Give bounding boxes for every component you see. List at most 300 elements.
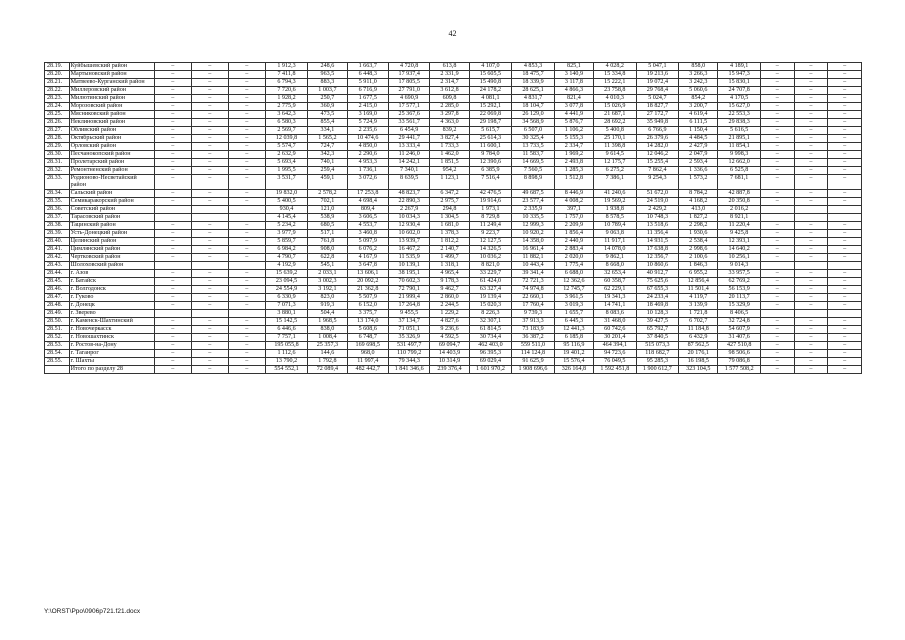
- value-cell: 14 326,5: [469, 246, 512, 254]
- value-cell: –: [828, 294, 862, 302]
- value-cell: –: [794, 326, 828, 334]
- value-cell: –: [228, 167, 265, 175]
- value-cell: 15 639,2: [265, 270, 308, 278]
- value-cell: –: [794, 278, 828, 286]
- value-cell: –: [794, 71, 828, 79]
- table-row: [45, 175, 862, 190]
- municipality-name: Мясниковский район: [69, 111, 154, 119]
- value-cell: 2 775,9: [265, 103, 308, 111]
- value-cell: –: [760, 246, 794, 254]
- value-cell: –: [760, 326, 794, 334]
- value-cell: 25 614,3: [469, 135, 512, 143]
- value-cell: –: [191, 167, 228, 175]
- value-cell: 559 511,0: [512, 342, 555, 350]
- value-cell: 259,4: [308, 167, 347, 175]
- value-cell: 9 862,1: [594, 254, 637, 262]
- table-row: [45, 326, 862, 334]
- value-cell: 1 900 612,7: [636, 366, 679, 374]
- value-cell: –: [760, 151, 794, 159]
- value-cell: 20 113,7: [718, 294, 761, 302]
- value-cell: 3 072,6: [347, 175, 388, 190]
- value-cell: –: [228, 326, 265, 334]
- value-cell: 18 104,7: [512, 103, 555, 111]
- value-cell: 334,1: [308, 127, 347, 135]
- value-cell: –: [154, 350, 191, 358]
- table-row: [45, 159, 862, 167]
- value-cell: 61 424,0: [469, 278, 512, 286]
- value-cell: 25 357,3: [308, 342, 347, 350]
- value-cell: 9 425,8: [718, 230, 761, 238]
- value-cell: 5 911,0: [347, 79, 388, 87]
- value-cell: 67 655,3: [636, 286, 679, 294]
- value-cell: 29 198,7: [469, 119, 512, 127]
- municipality-name: Морозовский район: [69, 103, 154, 111]
- value-cell: 6 955,2: [679, 270, 718, 278]
- value-cell: 37 913,3: [512, 318, 555, 326]
- value-cell: –: [228, 175, 265, 190]
- value-cell: –: [794, 127, 828, 135]
- value-cell: 95 116,9: [554, 342, 593, 350]
- value-cell: 7 560,5: [512, 167, 555, 175]
- value-cell: 7 340,1: [388, 167, 429, 175]
- value-cell: –: [794, 318, 828, 326]
- value-cell: 22 660,1: [512, 294, 555, 302]
- value-cell: 5 507,9: [347, 294, 388, 302]
- value-cell: 69 029,4: [469, 358, 512, 366]
- value-cell: [794, 310, 828, 318]
- value-cell: –: [191, 326, 228, 334]
- value-cell: –: [760, 79, 794, 87]
- value-cell: –: [794, 167, 828, 175]
- value-cell: 2 331,9: [430, 71, 469, 79]
- value-cell: –: [760, 103, 794, 111]
- value-cell: 15 334,8: [594, 71, 637, 79]
- value-cell: 2 290,6: [347, 151, 388, 159]
- value-cell: 883,3: [308, 79, 347, 87]
- value-cell: 36 387,2: [512, 334, 555, 342]
- value-cell: 63 327,4: [469, 286, 512, 294]
- value-cell: –: [828, 167, 862, 175]
- value-cell: 342,3: [308, 151, 347, 159]
- municipality-name: г. Донецк: [69, 302, 154, 310]
- value-cell: –: [191, 79, 228, 87]
- value-cell: 10 474,6: [347, 135, 388, 143]
- table-row: [45, 334, 862, 342]
- value-cell: 2 033,1: [308, 270, 347, 278]
- value-cell: –: [228, 127, 265, 135]
- value-cell: 11 600,1: [469, 143, 512, 151]
- value-cell: 8 406,5: [718, 310, 761, 318]
- value-cell: 464 394,1: [594, 342, 637, 350]
- value-cell: 14 640,2: [718, 246, 761, 254]
- value-cell: 1 592 451,8: [594, 366, 637, 374]
- row-number: 28.54.: [45, 350, 70, 358]
- value-cell: 9 236,6: [430, 326, 469, 334]
- value-cell: 2 020,0: [554, 254, 593, 262]
- value-cell: [828, 310, 862, 318]
- value-cell: 5 616,5: [718, 127, 761, 135]
- value-cell: 4 850,0: [347, 143, 388, 151]
- value-cell: –: [760, 318, 794, 326]
- municipality-name: г. Каменск-Шахтинский: [69, 318, 154, 326]
- value-cell: 6 525,8: [718, 167, 761, 175]
- value-cell: 14 669,5: [512, 159, 555, 167]
- value-cell: 10 920,2: [512, 230, 555, 238]
- value-cell: 37 134,7: [388, 318, 429, 326]
- value-cell: [760, 206, 794, 214]
- value-cell: –: [154, 87, 191, 95]
- value-cell: –: [191, 159, 228, 167]
- value-cell: 3 375,7: [347, 310, 388, 318]
- value-cell: [154, 214, 191, 222]
- table-row: [45, 135, 862, 143]
- value-cell: 1 008,4: [308, 334, 347, 342]
- value-cell: 10 034,3: [388, 214, 429, 222]
- value-cell: 6 766,9: [636, 127, 679, 135]
- value-cell: 622,8: [308, 254, 347, 262]
- municipality-name: Песчанокопский район: [69, 151, 154, 159]
- value-cell: 62 769,2: [718, 278, 761, 286]
- row-number: [45, 366, 70, 374]
- value-cell: 4 189,1: [718, 63, 761, 71]
- value-cell: –: [794, 294, 828, 302]
- value-cell: 8 668,0: [594, 262, 637, 270]
- value-cell: 20 350,8: [718, 198, 761, 206]
- value-cell: 2 860,0: [430, 294, 469, 302]
- value-cell: 554 552,1: [265, 366, 308, 374]
- value-cell: –: [794, 63, 828, 71]
- row-number: 28.47.: [45, 294, 70, 302]
- value-cell: 1 318,1: [430, 262, 469, 270]
- value-cell: 21 895,1: [718, 135, 761, 143]
- value-cell: 1 938,8: [594, 206, 637, 214]
- value-cell: 1 378,3: [430, 230, 469, 238]
- value-cell: –: [760, 95, 794, 103]
- value-cell: –: [154, 103, 191, 111]
- value-cell: 13 606,1: [347, 270, 388, 278]
- row-number: 28.48.: [45, 302, 70, 310]
- value-cell: 613,8: [430, 63, 469, 71]
- value-cell: 11 501,4: [679, 286, 718, 294]
- row-number: 28.45.: [45, 278, 70, 286]
- value-cell: 3 612,8: [430, 87, 469, 95]
- value-cell: 5 574,7: [265, 143, 308, 151]
- value-cell: –: [828, 350, 862, 358]
- value-cell: –: [154, 270, 191, 278]
- value-cell: 838,0: [308, 326, 347, 334]
- value-cell: –: [794, 190, 828, 198]
- value-cell: 360,9: [308, 103, 347, 111]
- value-cell: 23 758,8: [594, 87, 637, 95]
- value-cell: 1 928,2: [265, 95, 308, 103]
- value-cell: –: [191, 103, 228, 111]
- value-cell: 1 681,0: [430, 222, 469, 230]
- value-cell: 19 914,6: [469, 198, 512, 206]
- value-cell: 11 535,9: [388, 254, 429, 262]
- value-cell: 1 733,3: [430, 143, 469, 151]
- value-cell: –: [154, 294, 191, 302]
- value-cell: 854,2: [679, 95, 718, 103]
- value-cell: 23 577,4: [512, 198, 555, 206]
- value-cell: –: [828, 79, 862, 87]
- value-cell: 12 856,4: [679, 278, 718, 286]
- value-cell: –: [828, 151, 862, 159]
- value-cell: 13 333,4: [388, 143, 429, 151]
- value-cell: –: [191, 71, 228, 79]
- value-cell: –: [794, 151, 828, 159]
- value-cell: 114 124,8: [512, 350, 555, 358]
- value-cell: 76 049,5: [594, 358, 637, 366]
- municipality-name: г. Зверево: [69, 310, 154, 318]
- value-cell: –: [191, 286, 228, 294]
- value-cell: –: [228, 334, 265, 342]
- value-cell: 25 170,1: [594, 135, 637, 143]
- municipality-name: г. Батайск: [69, 278, 154, 286]
- value-cell: –: [191, 127, 228, 135]
- value-cell: 3 977,9: [265, 230, 308, 238]
- value-cell: 91 625,9: [512, 358, 555, 366]
- value-cell: [154, 262, 191, 270]
- value-cell: 19 139,4: [469, 294, 512, 302]
- value-cell: –: [794, 198, 828, 206]
- value-cell: 239 376,4: [430, 366, 469, 374]
- value-cell: 7 071,3: [265, 302, 308, 310]
- row-number: 28.30.: [45, 151, 70, 159]
- value-cell: 12 441,3: [554, 326, 593, 334]
- row-number: 28.27.: [45, 127, 70, 135]
- value-cell: 11 917,1: [594, 238, 637, 246]
- table-row: [45, 222, 862, 230]
- municipality-name: Куйбышевский район: [69, 63, 154, 71]
- value-cell: –: [794, 246, 828, 254]
- value-cell: –: [760, 350, 794, 358]
- value-cell: –: [191, 151, 228, 159]
- value-cell: 8 921,1: [718, 214, 761, 222]
- value-cell: –: [191, 222, 228, 230]
- value-cell: –: [154, 71, 191, 79]
- value-cell: 6 432,9: [679, 334, 718, 342]
- value-cell: –: [794, 302, 828, 310]
- value-cell: 35 326,9: [388, 334, 429, 342]
- value-cell: 17 253,8: [347, 190, 388, 198]
- value-cell: 11 249,4: [469, 222, 512, 230]
- row-number: 28.36.: [45, 206, 70, 214]
- value-cell: 294,8: [430, 206, 469, 214]
- value-cell: –: [154, 190, 191, 198]
- value-cell: 4 168,2: [679, 198, 718, 206]
- value-cell: 5 876,7: [554, 119, 593, 127]
- value-cell: 2 440,9: [554, 238, 593, 246]
- value-cell: 1 827,2: [679, 214, 718, 222]
- value-cell: 10 128,3: [636, 310, 679, 318]
- row-number: 28.37.: [45, 214, 70, 222]
- value-cell: –: [828, 246, 862, 254]
- value-cell: [191, 206, 228, 214]
- value-cell: 169 698,5: [347, 342, 388, 350]
- value-cell: –: [191, 366, 228, 374]
- value-cell: 19 401,2: [554, 350, 593, 358]
- value-cell: –: [228, 63, 265, 71]
- value-cell: 21 999,4: [388, 294, 429, 302]
- value-cell: 37 840,5: [636, 334, 679, 342]
- value-cell: 459,1: [308, 175, 347, 190]
- value-cell: 30 734,4: [469, 334, 512, 342]
- value-cell: –: [228, 159, 265, 167]
- value-cell: 1 577 508,2: [718, 366, 761, 374]
- table-row: [45, 214, 862, 222]
- value-cell: –: [191, 230, 228, 238]
- value-cell: 3 192,1: [308, 286, 347, 294]
- value-cell: 5 097,9: [347, 238, 388, 246]
- value-cell: 4 145,4: [265, 214, 308, 222]
- value-cell: 702,1: [308, 198, 347, 206]
- value-cell: 62 229,1: [594, 286, 637, 294]
- value-cell: 121,0: [308, 206, 347, 214]
- value-cell: 8 226,3: [469, 310, 512, 318]
- value-cell: 1 757,0: [554, 214, 593, 222]
- value-cell: –: [191, 278, 228, 286]
- value-cell: 31 407,6: [718, 334, 761, 342]
- value-cell: 531 497,7: [388, 342, 429, 350]
- table-row: [45, 342, 862, 350]
- value-cell: –: [828, 198, 862, 206]
- value-cell: 3 266,3: [679, 71, 718, 79]
- municipality-name: Семикаракорский район: [69, 198, 154, 206]
- value-cell: [228, 310, 265, 318]
- value-cell: 250,7: [308, 95, 347, 103]
- value-cell: –: [760, 230, 794, 238]
- row-number: 28.35.: [45, 198, 70, 206]
- value-cell: 2 334,7: [554, 143, 593, 151]
- value-cell: –: [228, 119, 265, 127]
- value-cell: –: [760, 71, 794, 79]
- table-row: [45, 318, 862, 326]
- value-cell: 20 092,2: [347, 278, 388, 286]
- table-row: [45, 198, 862, 206]
- row-number: 28.40.: [45, 238, 70, 246]
- value-cell: 23 094,5: [265, 278, 308, 286]
- value-cell: –: [154, 143, 191, 151]
- value-cell: 17 805,5: [388, 79, 429, 87]
- value-cell: 19 569,2: [594, 198, 637, 206]
- municipality-name: Неклиновский район: [69, 119, 154, 127]
- row-number: 28.24.: [45, 103, 70, 111]
- value-cell: 4 441,9: [554, 111, 593, 119]
- value-cell: –: [760, 334, 794, 342]
- table-row: [45, 119, 862, 127]
- value-cell: 968,0: [347, 350, 388, 358]
- value-cell: 2 883,4: [554, 246, 593, 254]
- value-cell: 2 998,6: [679, 246, 718, 254]
- value-cell: 5 615,7: [469, 127, 512, 135]
- value-cell: 12 039,8: [265, 135, 308, 143]
- municipality-name: Шолоховский район: [69, 262, 154, 270]
- value-cell: 8 446,9: [554, 190, 593, 198]
- municipality-name: Целинский район: [69, 238, 154, 246]
- table-row: [45, 294, 862, 302]
- value-cell: 65 792,7: [636, 326, 679, 334]
- value-cell: –: [760, 190, 794, 198]
- value-cell: [760, 310, 794, 318]
- value-cell: [191, 262, 228, 270]
- value-cell: 15 222,1: [594, 79, 637, 87]
- value-cell: 4 690,9: [388, 95, 429, 103]
- value-cell: –: [191, 294, 228, 302]
- value-cell: 1 775,4: [554, 262, 593, 270]
- value-cell: 1 565,2: [308, 135, 347, 143]
- value-cell: –: [794, 366, 828, 374]
- value-cell: 17 760,4: [512, 302, 555, 310]
- value-cell: 15 830,1: [718, 79, 761, 87]
- value-cell: 17 577,1: [388, 103, 429, 111]
- value-cell: 1 912,3: [265, 63, 308, 71]
- value-cell: –: [794, 358, 828, 366]
- value-cell: 32 653,4: [594, 270, 637, 278]
- value-cell: 1 499,7: [430, 254, 469, 262]
- value-cell: [191, 214, 228, 222]
- value-cell: 10 860,6: [636, 262, 679, 270]
- municipality-name: Орловский район: [69, 143, 154, 151]
- value-cell: –: [154, 127, 191, 135]
- value-cell: 1 601 970,2: [469, 366, 512, 374]
- value-cell: 6 454,9: [388, 127, 429, 135]
- value-cell: 7 516,4: [469, 175, 512, 190]
- value-cell: –: [154, 230, 191, 238]
- value-cell: 3 242,3: [679, 79, 718, 87]
- value-cell: 15 026,9: [594, 103, 637, 111]
- value-cell: 32 307,1: [469, 318, 512, 326]
- municipality-name: Милютинский район: [69, 95, 154, 103]
- table-row: [45, 127, 862, 135]
- value-cell: 9 784,0: [469, 151, 512, 159]
- value-cell: –: [794, 79, 828, 87]
- value-cell: 41 240,6: [594, 190, 637, 198]
- value-cell: –: [828, 254, 862, 262]
- value-cell: –: [794, 230, 828, 238]
- value-cell: 25 367,6: [388, 111, 429, 119]
- value-cell: 15 605,5: [469, 71, 512, 79]
- value-cell: 12 175,7: [594, 159, 637, 167]
- value-cell: 821,4: [554, 95, 593, 103]
- value-cell: 4 119,7: [679, 294, 718, 302]
- value-cell: 1 123,1: [430, 175, 469, 190]
- value-cell: –: [760, 159, 794, 167]
- value-cell: –: [794, 143, 828, 151]
- municipality-name: г. Азов: [69, 270, 154, 278]
- value-cell: 2 415,0: [347, 103, 388, 111]
- value-cell: –: [228, 79, 265, 87]
- row-number: 28.21.: [45, 79, 70, 87]
- value-cell: –: [828, 342, 862, 350]
- value-cell: 326 164,8: [554, 366, 593, 374]
- value-cell: –: [228, 198, 265, 206]
- value-cell: 515 073,3: [636, 342, 679, 350]
- value-cell: 24 519,0: [636, 198, 679, 206]
- value-cell: 10 748,3: [636, 214, 679, 222]
- value-cell: –: [828, 63, 862, 71]
- municipality-name: Пролетарский район: [69, 159, 154, 167]
- value-cell: 42 887,8: [718, 190, 761, 198]
- value-cell: 10 139,1: [388, 262, 429, 270]
- value-cell: [228, 206, 265, 214]
- value-cell: 3 531,7: [265, 175, 308, 190]
- value-cell: 56 153,9: [718, 286, 761, 294]
- municipality-name: Октябрьский район: [69, 135, 154, 143]
- value-cell: 858,0: [679, 63, 718, 71]
- value-cell: –: [228, 151, 265, 159]
- value-cell: 26 129,0: [512, 111, 555, 119]
- value-cell: 5 155,3: [554, 135, 593, 143]
